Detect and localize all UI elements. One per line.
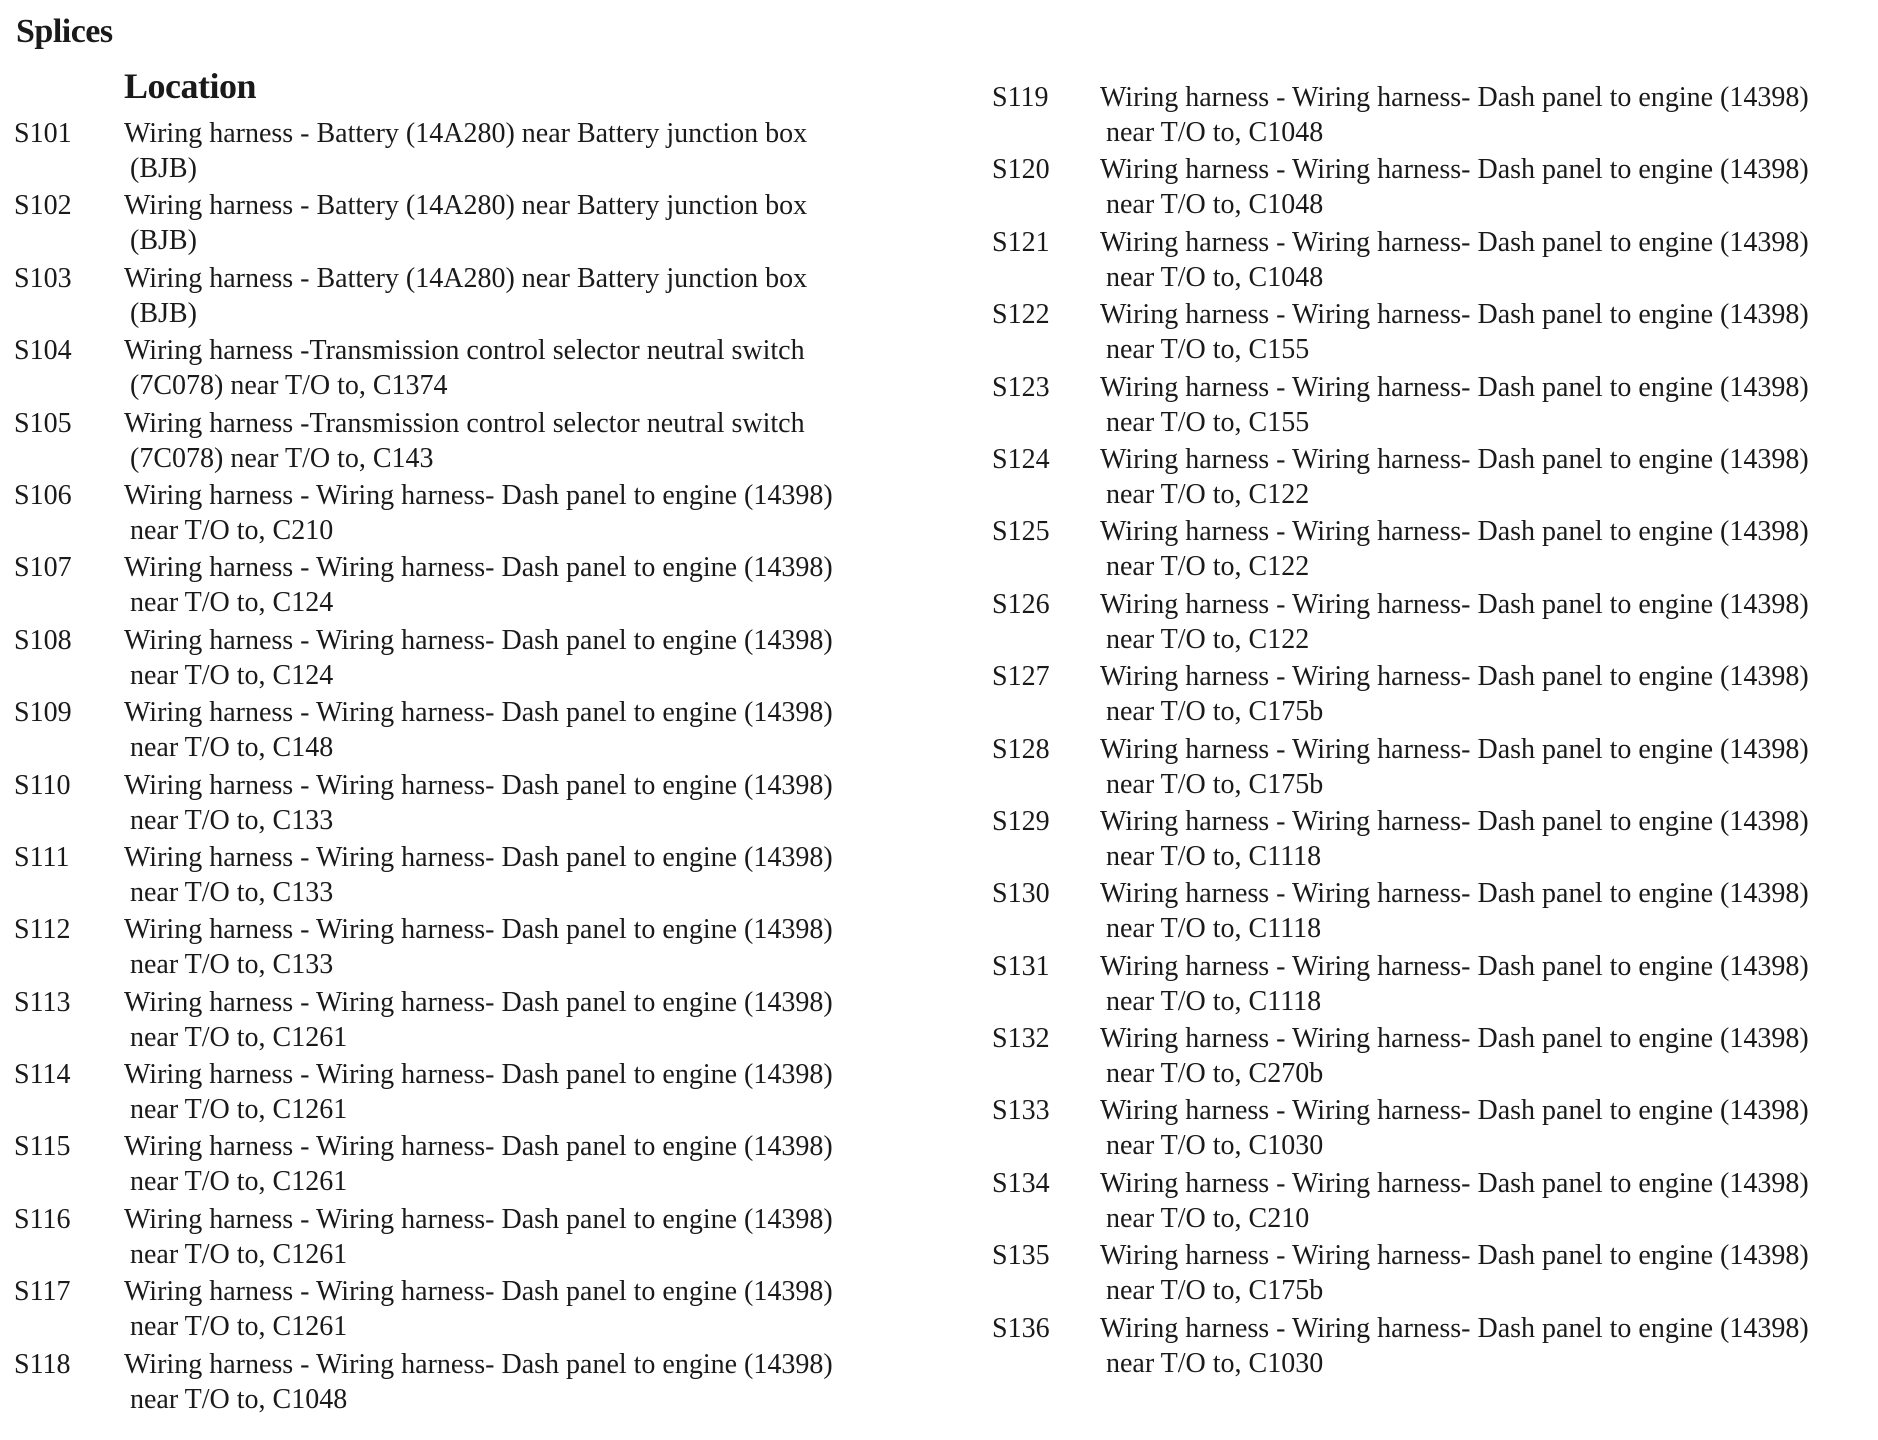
splice-location	[124, 840, 924, 912]
splice-location-line: near T/O to, C175b	[1106, 696, 1324, 728]
splice-id: S112	[14, 914, 71, 946]
splice-location	[1100, 1093, 1878, 1165]
splice-location	[124, 1347, 924, 1419]
splice-id: S107	[14, 552, 72, 584]
splice-id: S110	[14, 769, 71, 801]
splice-location-line: Wiring harness - Wiring harness- Dash panel to engine (14398)	[124, 1131, 833, 1163]
splice-location-line: Wiring harness - Wiring harness- Dash panel to engine (14398)	[124, 769, 833, 801]
splice-entry	[14, 406, 924, 478]
splice-entry	[14, 550, 924, 622]
splice-location	[1100, 80, 1878, 152]
splice-entry	[992, 804, 1878, 876]
splice-id: S131	[992, 950, 1050, 982]
splice-id: S109	[14, 697, 72, 729]
splice-location-line: near T/O to, C122	[1106, 551, 1310, 583]
splice-location-line: near T/O to, C124	[130, 587, 334, 619]
splice-location-line: Wiring harness - Wiring harness- Dash panel to engine (14398)	[1100, 878, 1809, 910]
splice-entry	[992, 514, 1878, 586]
splice-location	[1100, 804, 1878, 876]
splice-entry	[14, 768, 924, 840]
splice-location-line: Wiring harness - Wiring harness- Dash panel to engine (14398)	[1100, 154, 1809, 186]
splice-entry	[992, 1021, 1878, 1093]
splice-entry	[992, 732, 1878, 804]
splice-location-line: Wiring harness - Wiring harness- Dash panel to engine (14398)	[1100, 226, 1809, 258]
page-title: Splices	[16, 13, 113, 50]
splice-id: S126	[992, 588, 1050, 620]
splice-location	[124, 188, 924, 260]
splice-entry	[14, 1202, 924, 1274]
splice-entry	[992, 225, 1878, 297]
splice-entry	[992, 1311, 1878, 1383]
splice-id: S103	[14, 262, 72, 294]
splice-location	[1100, 732, 1878, 804]
splice-entry	[14, 695, 924, 767]
splice-id: S125	[992, 516, 1050, 548]
splice-location	[1100, 152, 1878, 224]
splice-location	[1100, 949, 1878, 1021]
splice-location-line: Wiring harness - Wiring harness- Dash panel to engine (14398)	[124, 914, 833, 946]
splice-location-line: near T/O to, C133	[130, 949, 334, 981]
splice-id: S124	[992, 443, 1050, 475]
splice-location	[124, 1057, 924, 1129]
splice-id: S130	[992, 878, 1050, 910]
splice-location-line: near T/O to, C1261	[130, 1166, 348, 1198]
splice-location-line: near T/O to, C1030	[1106, 1347, 1324, 1379]
splice-location-line: Wiring harness - Wiring harness- Dash panel to engine (14398)	[1100, 516, 1809, 548]
splice-location-line: (BJB)	[130, 297, 197, 329]
splice-location	[124, 623, 924, 695]
splice-entry	[992, 876, 1878, 948]
splice-location	[1100, 370, 1878, 442]
splice-location-line: Wiring harness - Wiring harness- Dash panel to engine (14398)	[1100, 1240, 1809, 1272]
splice-id: S132	[992, 1023, 1050, 1055]
splice-location-line: Wiring harness -Transmission control selector neutral switch	[124, 407, 805, 439]
splice-entry	[14, 1274, 924, 1346]
splice-location	[124, 1202, 924, 1274]
splice-location-line: (7C078) near T/O to, C1374	[130, 370, 448, 402]
splice-entry	[14, 840, 924, 912]
splice-location-line: Wiring harness - Wiring harness- Dash panel to engine (14398)	[124, 841, 833, 873]
splice-id: S102	[14, 190, 72, 222]
splice-location-line: Wiring harness - Wiring harness- Dash panel to engine (14398)	[1100, 1095, 1809, 1127]
splice-id: S120	[992, 154, 1050, 186]
splice-id: S101	[14, 118, 72, 149]
splice-entry	[14, 985, 924, 1057]
splice-entry	[14, 333, 924, 405]
splice-location-line: (7C078) near T/O to, C143	[130, 442, 434, 474]
splice-location-line: Wiring harness - Wiring harness- Dash panel to engine (14398)	[1100, 1312, 1809, 1344]
splice-entry	[14, 188, 924, 260]
splice-location-line: near T/O to, C175b	[1106, 1275, 1324, 1307]
splice-id: S114	[14, 1059, 71, 1091]
splice-location-line: near T/O to, C124	[130, 659, 334, 691]
splice-location-line: near T/O to, C1118	[1106, 985, 1322, 1017]
splice-location	[124, 406, 924, 478]
splice-location-line: Wiring harness - Wiring harness- Dash panel to engine (14398)	[1100, 733, 1809, 765]
splice-entry	[992, 442, 1878, 514]
splice-location-line: Wiring harness - Wiring harness- Dash panel to engine (14398)	[124, 624, 833, 656]
splice-location	[124, 912, 924, 984]
splice-location-line: Wiring harness - Wiring harness- Dash panel to engine (14398)	[1100, 661, 1809, 693]
splice-entry	[14, 623, 924, 695]
splice-location-line: near T/O to, C1261	[130, 1021, 348, 1053]
splice-location-line: Wiring harness -Transmission control selector neutral switch	[124, 335, 805, 367]
splice-location	[1100, 1238, 1878, 1310]
splice-id: S117	[14, 1276, 71, 1308]
splice-location	[1100, 876, 1878, 948]
splice-location	[124, 116, 924, 188]
splice-location	[124, 333, 924, 405]
splice-id: S136	[992, 1312, 1050, 1344]
splice-location-line: Wiring harness - Wiring harness- Dash panel to engine (14398)	[1100, 588, 1809, 620]
splice-location-line: near T/O to, C1118	[1106, 840, 1322, 872]
splice-entry	[992, 659, 1878, 731]
splice-location	[1100, 1166, 1878, 1238]
splice-entry	[992, 587, 1878, 659]
splice-location-line: (BJB)	[130, 225, 197, 257]
splice-entry	[992, 1093, 1878, 1165]
splice-entry	[14, 1129, 924, 1201]
splice-location-line: Wiring harness - Wiring harness- Dash panel to engine (14398)	[124, 1203, 833, 1235]
splice-location-line: Wiring harness - Wiring harness- Dash panel to engine (14398)	[1100, 82, 1809, 113]
splice-id: S133	[992, 1095, 1050, 1127]
splice-location-line: Wiring harness - Wiring harness- Dash panel to engine (14398)	[1100, 299, 1809, 331]
splice-id: S111	[14, 841, 70, 873]
splice-id: S134	[992, 1167, 1050, 1199]
splice-location	[124, 985, 924, 1057]
splice-entry	[992, 1238, 1878, 1310]
splice-location-line: Wiring harness - Wiring harness- Dash panel to engine (14398)	[124, 552, 833, 584]
splice-location	[1100, 1021, 1878, 1093]
splice-location	[1100, 442, 1878, 514]
splice-location-line: near T/O to, C133	[130, 876, 334, 908]
splice-location	[124, 695, 924, 767]
splice-list-right	[992, 80, 1878, 1383]
splice-location-line: near T/O to, C155	[1106, 406, 1310, 438]
splice-location-line: near T/O to, C270b	[1106, 1058, 1324, 1090]
splice-location-line: Wiring harness - Wiring harness- Dash panel to engine (14398)	[124, 1276, 833, 1308]
splice-location-line: near T/O to, C1261	[130, 1094, 348, 1126]
splice-location-line: near T/O to, C1048	[1106, 261, 1324, 293]
splice-location-line: near T/O to, C1048	[1106, 117, 1324, 148]
splice-location-line: Wiring harness - Wiring harness- Dash panel to engine (14398)	[124, 1348, 833, 1380]
splice-location-line: near T/O to, C1048	[1106, 189, 1324, 221]
splice-location-line: near T/O to, C210	[130, 514, 334, 546]
splice-location-line: Wiring harness - Wiring harness- Dash panel to engine (14398)	[124, 1059, 833, 1091]
splice-location	[124, 261, 924, 333]
splice-entry	[14, 1347, 924, 1419]
splice-location-line: Wiring harness - Wiring harness- Dash panel to engine (14398)	[1100, 1023, 1809, 1055]
splice-location-line: Wiring harness - Battery (14A280) near Battery junction box	[124, 118, 808, 149]
splice-id: S128	[992, 733, 1050, 765]
splice-id: S135	[992, 1240, 1050, 1272]
splice-id: S115	[14, 1131, 71, 1163]
splice-location-line: near T/O to, C1118	[1106, 913, 1322, 945]
splice-entry	[14, 478, 924, 550]
splice-location	[1100, 659, 1878, 731]
splice-location	[124, 478, 924, 550]
splice-id: S123	[992, 371, 1050, 403]
splice-location-line: Wiring harness - Wiring harness- Dash panel to engine (14398)	[124, 479, 833, 511]
splice-location-line: Wiring harness - Wiring harness- Dash panel to engine (14398)	[1100, 371, 1809, 403]
splice-location-line: Wiring harness - Wiring harness- Dash panel to engine (14398)	[124, 697, 833, 729]
splice-id: S113	[14, 986, 71, 1018]
splice-id: S106	[14, 479, 72, 511]
splice-entry	[992, 949, 1878, 1021]
splice-location	[1100, 1311, 1878, 1383]
splice-id: S122	[992, 299, 1050, 331]
splice-location-line: near T/O to, C155	[1106, 334, 1310, 366]
splice-location-line: near T/O to, C122	[1106, 623, 1310, 655]
splice-location-line: near T/O to, C148	[130, 732, 334, 764]
splice-location-line: near T/O to, C1030	[1106, 1130, 1324, 1162]
splice-location-line: near T/O to, C133	[130, 804, 334, 836]
splice-location-line: Wiring harness - Wiring harness- Dash panel to engine (14398)	[124, 986, 833, 1018]
splice-id: S121	[992, 226, 1050, 258]
splice-location	[124, 1129, 924, 1201]
splice-location-line: Wiring harness - Wiring harness- Dash panel to engine (14398)	[1100, 1167, 1809, 1199]
splice-entry	[14, 1057, 924, 1129]
splice-id: S116	[14, 1203, 71, 1235]
splice-location	[124, 768, 924, 840]
splice-id: S118	[14, 1348, 71, 1380]
splice-list-left	[14, 116, 924, 1419]
splice-entry	[14, 912, 924, 984]
splice-location-line: near T/O to, C1261	[130, 1238, 348, 1270]
splice-id: S127	[992, 661, 1050, 693]
splice-location	[1100, 514, 1878, 586]
splice-id: S119	[992, 82, 1049, 113]
splice-location-line: Wiring harness - Battery (14A280) near Battery junction box	[124, 190, 808, 222]
splice-entry	[992, 152, 1878, 224]
splice-location	[1100, 297, 1878, 369]
splice-location	[1100, 587, 1878, 659]
splice-id: S105	[14, 407, 72, 439]
splice-location-line: Wiring harness - Wiring harness- Dash panel to engine (14398)	[1100, 443, 1809, 475]
splice-entry	[14, 116, 924, 188]
splice-location-line: Wiring harness - Wiring harness- Dash panel to engine (14398)	[1100, 805, 1809, 837]
splice-location-line: Wiring harness - Battery (14A280) near Battery junction box	[124, 262, 808, 294]
splice-location-line: Wiring harness - Wiring harness- Dash panel to engine (14398)	[1100, 950, 1809, 982]
splice-entry	[14, 261, 924, 333]
splice-location-line: near T/O to, C1048	[130, 1383, 348, 1415]
splice-entry	[992, 80, 1878, 152]
splice-location	[1100, 225, 1878, 297]
splice-id: S104	[14, 335, 72, 367]
location-column-heading: Location	[124, 66, 257, 106]
splice-location-line: near T/O to, C210	[1106, 1202, 1310, 1234]
splice-location	[124, 550, 924, 622]
splice-id: S129	[992, 805, 1050, 837]
splice-location-line: near T/O to, C122	[1106, 478, 1310, 510]
splice-entry	[992, 370, 1878, 442]
splice-entry	[992, 297, 1878, 369]
splice-id: S108	[14, 624, 72, 656]
splice-location-line: near T/O to, C1261	[130, 1311, 348, 1343]
splice-location-line: (BJB)	[130, 153, 197, 184]
splice-location	[124, 1274, 924, 1346]
splice-location-line: near T/O to, C175b	[1106, 768, 1324, 800]
splice-entry	[992, 1166, 1878, 1238]
